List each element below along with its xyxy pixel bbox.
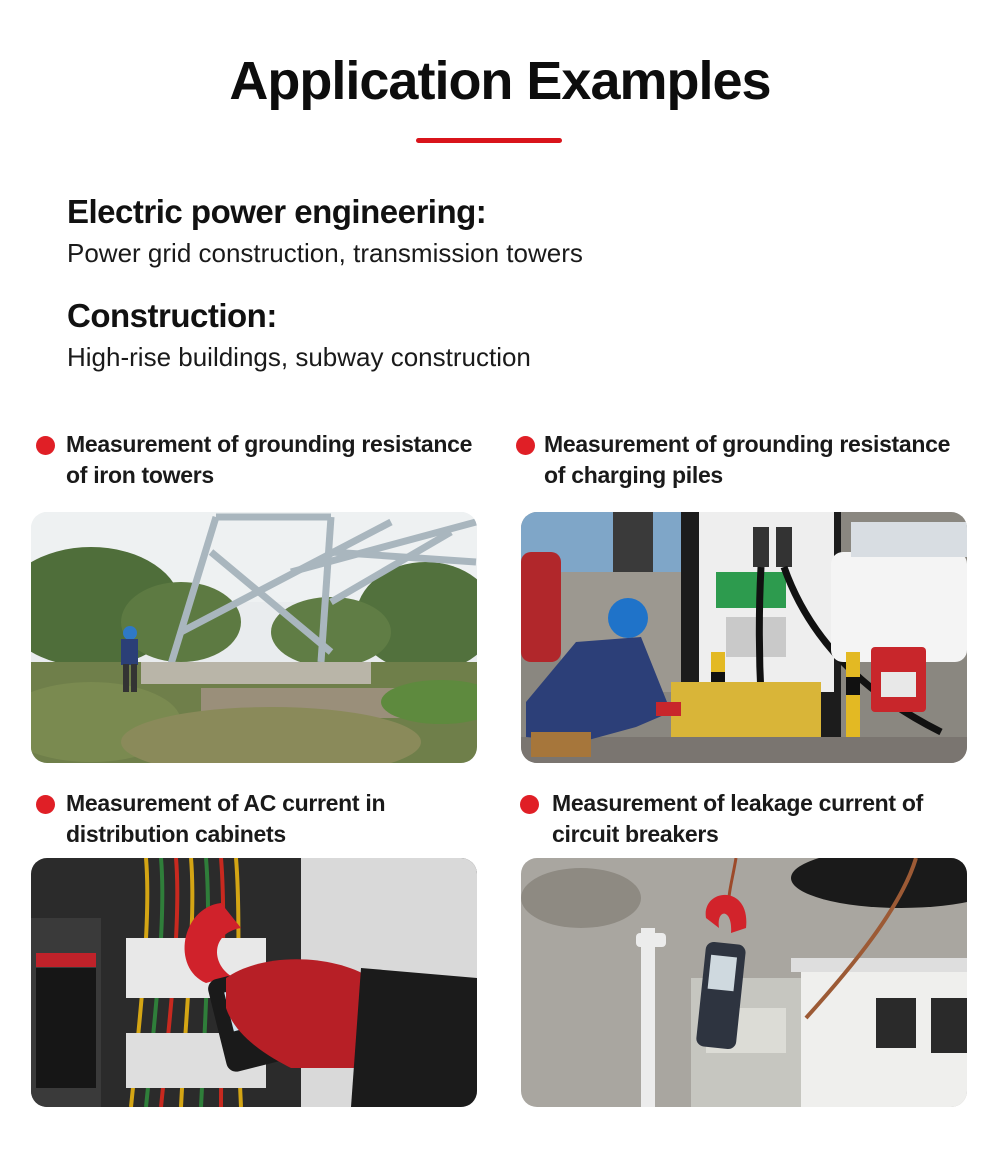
- example-caption-distribution-cabinets: [66, 788, 385, 850]
- bullet-dot: [520, 795, 539, 814]
- bullet-dot: [36, 436, 55, 455]
- example-caption-iron-towers: [66, 429, 472, 491]
- photo-circuit-breaker: [521, 858, 967, 1107]
- caption-line: Measurement of grounding resistance: [66, 431, 473, 457]
- section-heading-power: Electric power engineering:: [67, 193, 487, 230]
- section-heading-construction: Construction:: [67, 297, 277, 334]
- caption-line: of iron towers: [66, 462, 214, 488]
- section-text-power: Power grid construction, transmission towers: [67, 238, 583, 268]
- title-underline: [416, 138, 562, 143]
- example-caption-charging-piles: [544, 429, 950, 491]
- photo-distribution-cabinet: [31, 858, 477, 1107]
- caption-line: Measurement of AC current in: [66, 790, 386, 816]
- bullet-dot: [36, 795, 55, 814]
- page-title: Application Examples: [229, 51, 771, 111]
- example-caption-circuit-breakers: [552, 788, 923, 850]
- photo-charging-pile: [521, 512, 967, 763]
- bullet-dot: [516, 436, 535, 455]
- caption-line: of charging piles: [544, 462, 723, 488]
- caption-line: circuit breakers: [552, 821, 719, 847]
- caption-line: Measurement of leakage current of: [552, 790, 923, 816]
- caption-line: distribution cabinets: [66, 821, 286, 847]
- photo-transmission-tower: [31, 512, 477, 763]
- caption-line: Measurement of grounding resistance: [544, 431, 951, 457]
- section-text-construction: High-rise buildings, subway construction: [67, 342, 531, 372]
